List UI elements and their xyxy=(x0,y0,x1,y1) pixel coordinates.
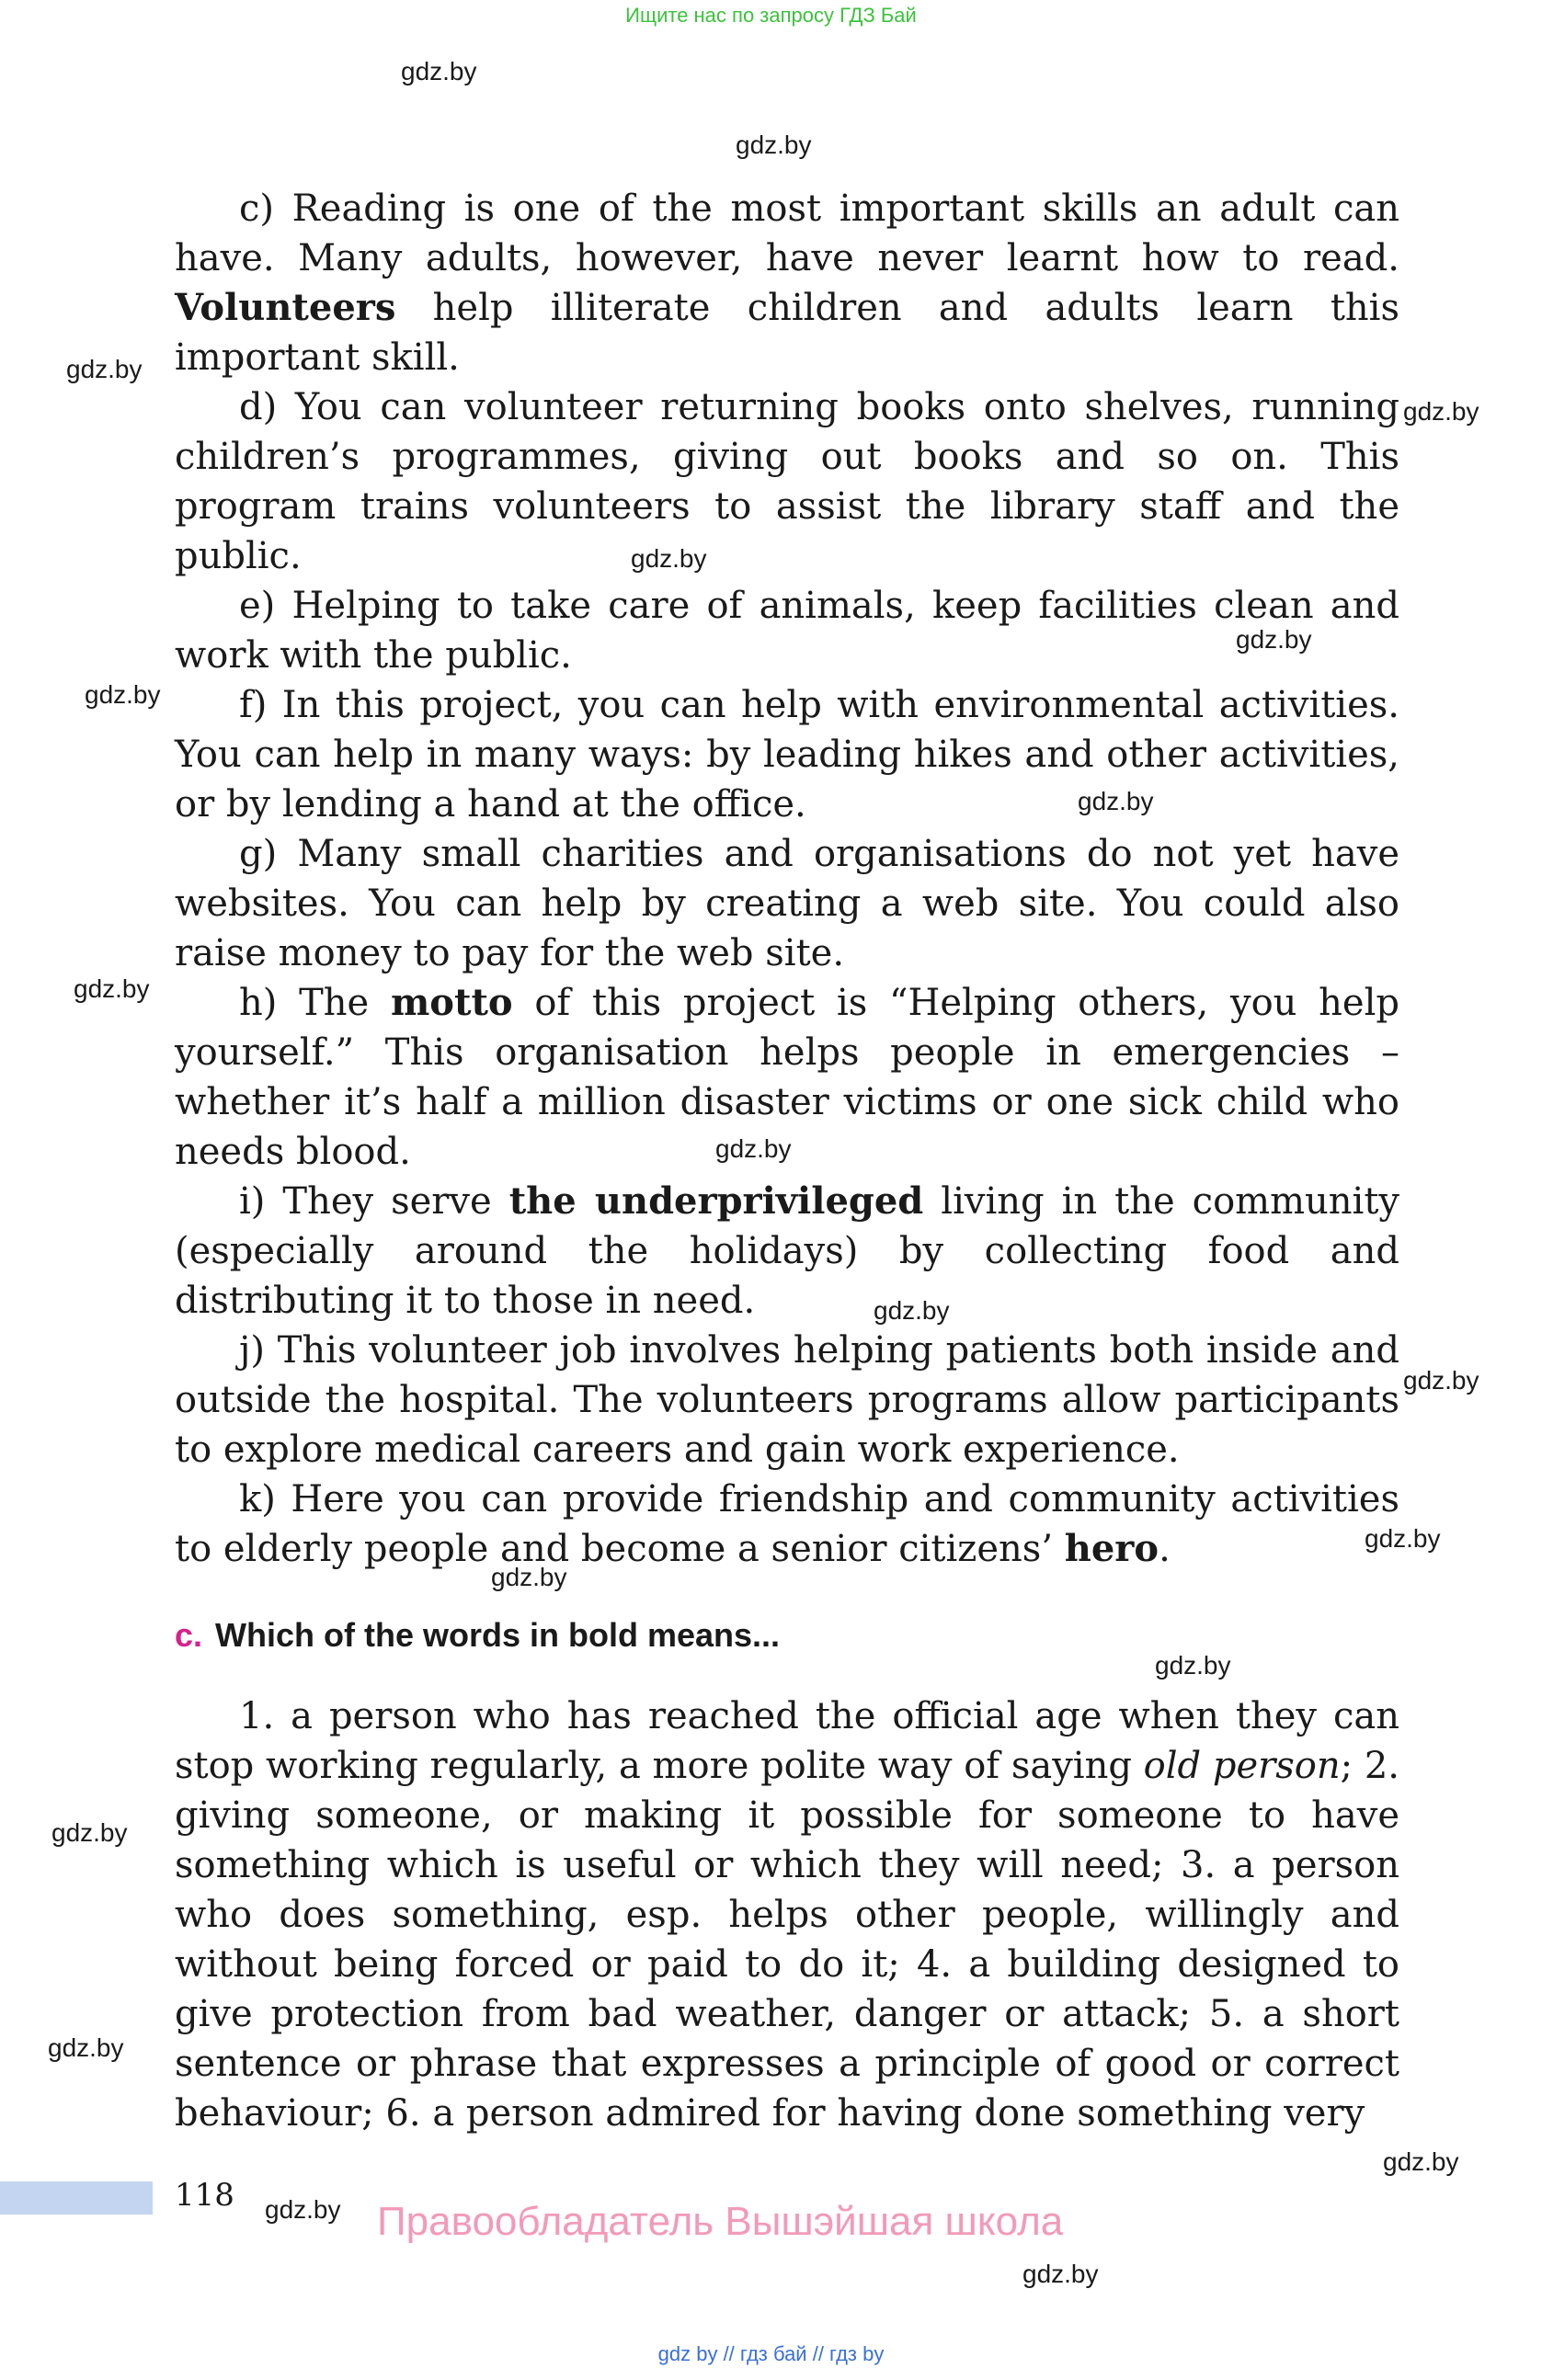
watermark: gdz.by xyxy=(715,1134,792,1163)
paragraph-label: g) xyxy=(239,833,298,875)
text-run: The xyxy=(299,982,391,1024)
watermark: gdz.by xyxy=(1403,1366,1479,1395)
text-run: ; 2. giving someone, or making it possible for someone to have something which is useful or which they will need; 3. a person who does something, esp. helps other people, willingly and without being forced or paid to do it; 4. a building designed to give protection from bad weather, danger or attack; 5. a short sentence or phrase that expresses a principle of good or correct behaviour; 6. a person admired for having done something very xyxy=(175,1745,1399,2135)
paragraph-label: c) xyxy=(239,188,292,230)
watermark: gdz.by xyxy=(74,974,150,1003)
exercise-text xyxy=(175,184,1399,1574)
paragraph-label: f) xyxy=(239,684,282,726)
italic-phrase: old person xyxy=(1143,1745,1341,1787)
watermark: gdz.by xyxy=(736,131,812,159)
watermark: gdz.by xyxy=(1022,2260,1099,2288)
bottom-links[interactable]: gdz by // гдз бай // гдз by xyxy=(657,2342,885,2365)
paragraph-i xyxy=(175,1177,1399,1326)
section-title: Which of the words in bold means... xyxy=(215,1616,781,1654)
text-run: Helping to take care of animals, keep facilities clean and work with the public. xyxy=(175,585,1400,677)
text-run: They serve xyxy=(282,1180,509,1223)
paragraph-label: i) xyxy=(239,1180,283,1223)
watermark: gdz.by xyxy=(874,1296,950,1325)
text-run: In this project, you can help with environmental activities. You can help in many ways: by leading hikes and other activities, or by lending a hand at the office. xyxy=(175,684,1399,826)
paragraph-f xyxy=(175,680,1399,829)
paragraph-d xyxy=(175,382,1399,581)
watermark: gdz.by xyxy=(631,544,707,573)
text-run: of this project is “Helping others, you help yourself.” This organisation helps people in emergencies – whether it’s half a million disaster victims or one sick child who needs blood. xyxy=(175,982,1400,1173)
bold-term: motto xyxy=(390,981,513,1024)
watermark: gdz.by xyxy=(1155,1651,1231,1680)
watermark: gdz.by xyxy=(66,355,143,383)
bold-term: Volunteers xyxy=(175,286,396,329)
watermark: gdz.by xyxy=(401,57,477,85)
text-run: living in the community (especially around the holidays) by collecting food and distributing it to those in need. xyxy=(175,1180,1399,1322)
watermark: gdz.by xyxy=(1078,787,1154,815)
bold-term: the underprivileged xyxy=(508,1179,924,1223)
paragraph-label: h) xyxy=(239,982,300,1024)
page-number-bar xyxy=(0,2181,153,2215)
copyright-notice: Правообладатель Вышэйшая школа xyxy=(377,2199,1064,2244)
watermark: gdz.by xyxy=(1365,1524,1441,1553)
watermark: gdz.by xyxy=(1383,2147,1459,2176)
watermark: gdz.by xyxy=(1403,397,1479,426)
text-run: 1. a person who has reached the official age when they can stop working regularly, a more polite way of saying xyxy=(175,1695,1399,1787)
section-heading xyxy=(175,1616,780,1655)
watermark: gdz.by xyxy=(1236,625,1312,654)
paragraph-label: d) xyxy=(239,386,295,428)
definitions-text xyxy=(175,1691,1399,2138)
paragraph-j xyxy=(175,1326,1399,1475)
top-banner[interactable]: Ищите нас по запросу ГДЗ Бай xyxy=(625,4,917,27)
text-run: This volunteer job involves helping patients both inside and outside the hospital. The volunteers programs allow participants to explore medical careers and gain work experience. xyxy=(175,1329,1399,1471)
paragraph-label: j) xyxy=(239,1329,278,1372)
paragraph-k xyxy=(175,1475,1399,1574)
text-run: . xyxy=(1159,1528,1171,1570)
paragraph-label: k) xyxy=(239,1478,291,1520)
paragraph-label: e) xyxy=(239,585,292,627)
paragraph-c xyxy=(175,184,1399,382)
text-run: help illiterate children and adults learn this important skill. xyxy=(175,287,1399,379)
watermark: gdz.by xyxy=(265,2195,341,2224)
watermark: gdz.by xyxy=(51,1818,128,1847)
text-run: Many small charities and organisations do not yet have websites. You can help by creating a web site. You could also raise money to pay for the web site. xyxy=(175,833,1399,974)
text-run: You can volunteer returning books onto shelves, running children’s programmes, giving out books and so on. This program trains volunteers to assist the library staff and the public. xyxy=(175,386,1399,577)
page-number: 118 xyxy=(175,2177,234,2214)
bold-term: hero xyxy=(1064,1527,1159,1570)
section-letter: c. xyxy=(175,1616,203,1654)
text-run: Here you can provide friendship and community activities to elderly people and become a senior citizens’ xyxy=(175,1478,1399,1570)
watermark: gdz.by xyxy=(85,680,161,709)
paragraph-e xyxy=(175,581,1399,680)
paragraph-h xyxy=(175,978,1399,1177)
paragraph-g xyxy=(175,829,1399,978)
watermark: gdz.by xyxy=(491,1563,567,1591)
text-run: Reading is one of the most important skills an adult can have. Many adults, however, have never learnt how to read. xyxy=(175,188,1399,279)
watermark: gdz.by xyxy=(48,2033,124,2062)
definitions-paragraph xyxy=(175,1691,1399,2138)
